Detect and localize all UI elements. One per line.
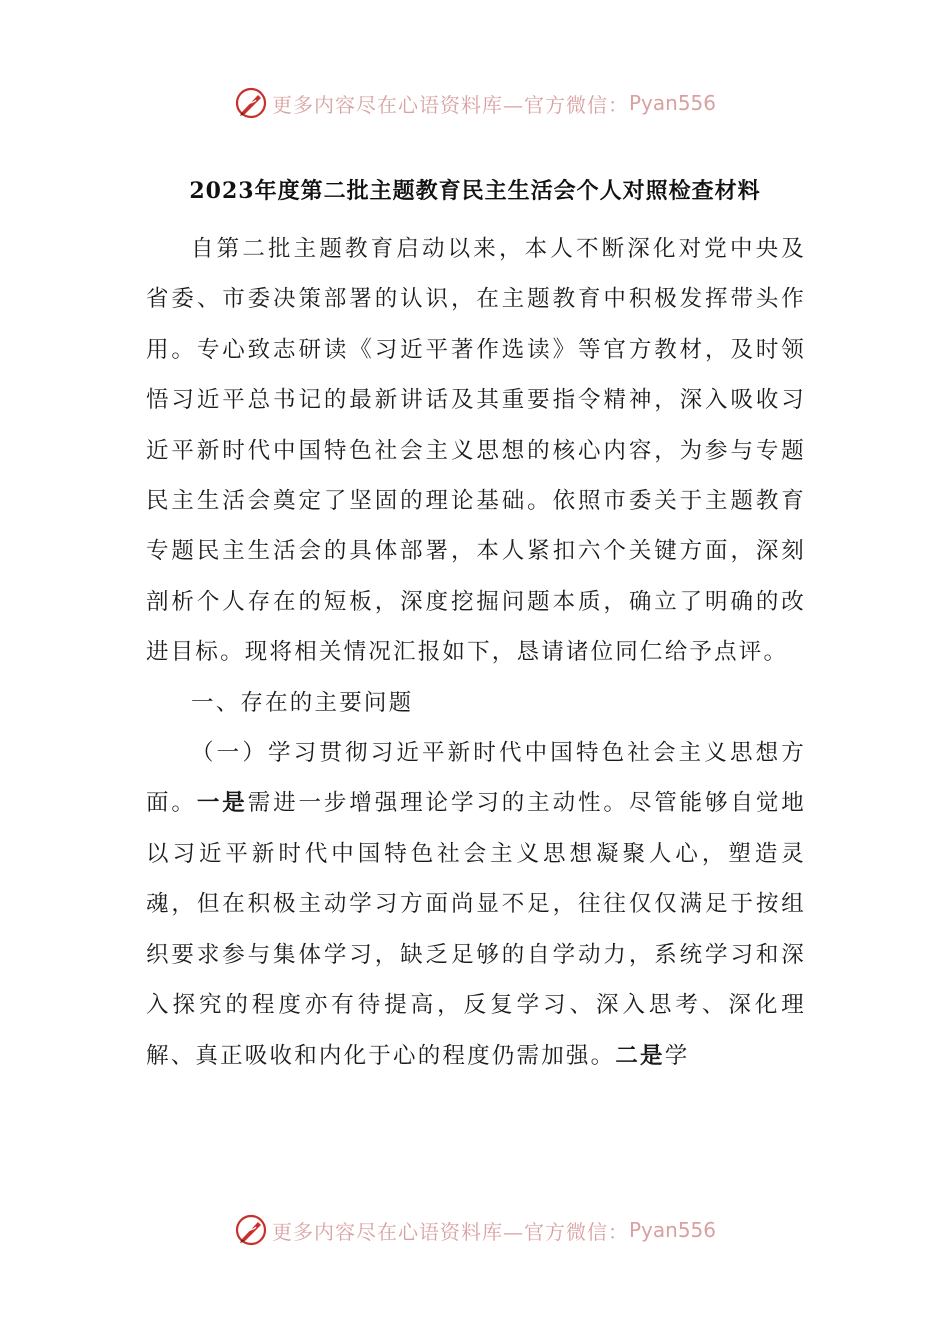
- section-heading: 一、存在的主要问题: [191, 689, 414, 716]
- subsection-heading: （一）学习贯彻习近平新时代中国特色社会主义思想方面。: [146, 740, 806, 817]
- watermark-header: [0, 81, 950, 125]
- watermark-text: 更多内容尽在心语资料库—官方微信：: [271, 92, 629, 117]
- document-body: [146, 224, 806, 1081]
- point-text-2: 学: [664, 1042, 690, 1069]
- point-text-1: 需进一步增强理论学习的主动性。尽管能够自觉地以习近平新时代中国特色社会主义思想凝聚人心，塑造灵魂，但在积极主动学习方面尚显不足，往往仅仅满足于按组织要求参与集体学习，缺乏足够的自学动力，系统学习和深入探究的程度亦有待提高，反复学习、深入思考、深化理解、真正吸收和内化于心的程度仍需加强。: [146, 790, 806, 1069]
- pen-logo-icon: [234, 86, 268, 120]
- subsection-paragraph: [146, 728, 806, 1081]
- document-title: 2023年度第二批主题教育民主生活会个人对照检查材料: [189, 178, 761, 204]
- watermark-footer: [0, 1208, 950, 1252]
- point-label-2: 二是: [615, 1042, 665, 1069]
- watermark-wechat-id: Pyan556: [628, 91, 716, 115]
- watermark-wechat-id: Pyan556: [628, 1218, 716, 1242]
- watermark-text: 更多内容尽在心语资料库—官方微信：: [271, 1219, 629, 1244]
- pen-logo-icon: [234, 1213, 268, 1247]
- point-label-1: 一是: [196, 790, 248, 817]
- intro-paragraph: 自第二批主题教育启动以来，本人不断深化对党中央及省委、市委决策部署的认识，在主题教育中积极发挥带头作用。专心致志研读《习近平著作选读》等官方教材，及时领悟习近平总书记的最新讲话及其重要指令精神，深入吸收习近平新时代中国特色社会主义思想的核心内容，为参与专题民主生活会奠定了坚固的理论基础。依照市委关于主题教育专题民主生活会的具体部署，本人紧扣六个关键方面，深刻剖析个人存在的短板，深度挖掘问题本质，确立了明确的改进目标。现将相关情况汇报如下，恳请诸位同仁给予点评。: [146, 236, 806, 666]
